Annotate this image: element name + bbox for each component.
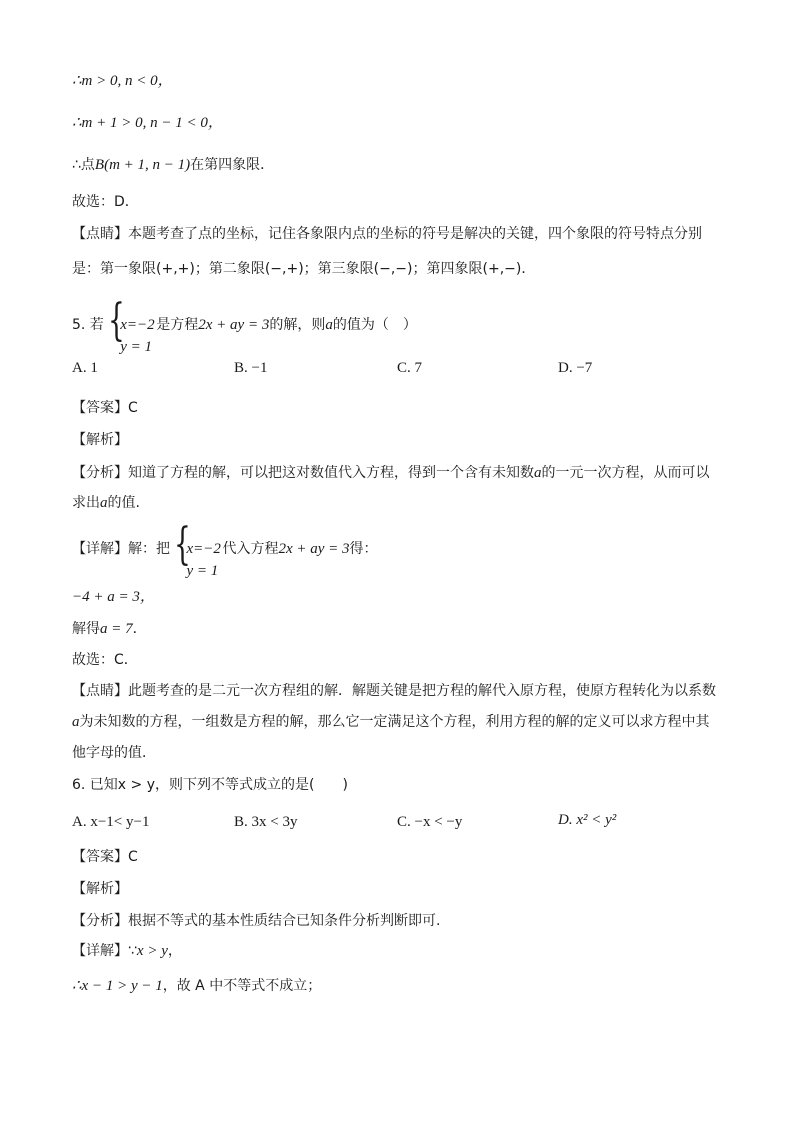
math-equation: 2x + ay = 3: [198, 317, 270, 333]
math-equation: 2x + ay = 3: [278, 541, 350, 557]
q6-fenxi: 【分析】根据不等式的基本性质结合已知条件分析判断即可.: [72, 913, 441, 929]
text: 【分析】知道了方程的解，可以把这对数值代入方程，得到一个含有未知数: [72, 465, 534, 481]
equation-system: [174, 519, 222, 579]
system-row-2: y = 1: [186, 563, 219, 579]
q5-xiangjie: [72, 519, 378, 579]
text: 是方程: [156, 317, 199, 333]
brace-icon: {: [174, 519, 192, 570]
text: 求出: [72, 495, 100, 511]
q5-number: 5. 若: [72, 317, 104, 333]
math-inequality: ∴x − 1 > y − 1: [72, 978, 163, 994]
text: 【详解】解：把: [72, 541, 170, 557]
q6-jiexi: 【解析】: [72, 881, 128, 897]
line-choose-d: 故选：D．: [72, 194, 139, 210]
math-var: a: [100, 495, 108, 511]
system-row-1: x=−2: [120, 317, 155, 333]
brace-icon: {: [108, 295, 126, 346]
q5-fenxi-1: [72, 463, 710, 483]
q6-option-d: D. x² < y²: [558, 812, 617, 828]
text: ．: [132, 621, 147, 637]
text: 解得: [72, 621, 100, 637]
text: 的解，则: [269, 317, 326, 333]
q6-option-b: B. 3x < 3y: [234, 814, 298, 830]
text: 的值.: [107, 495, 140, 511]
math-premise: x > y: [136, 943, 168, 959]
text: ，: [167, 943, 182, 959]
q5-dianjing-3: 他字母的值．: [72, 745, 156, 761]
q5-choose-c: 故选：C．: [72, 652, 138, 668]
line-dianjing-1: 【点睛】本题考查了点的坐标，记住各象限内点的坐标的符号是解决的关键，四个象限的符号特点分别: [72, 226, 702, 242]
math-point-b: B(m + 1, n − 1): [94, 157, 191, 173]
q5-answer: 【答案】C: [72, 400, 138, 416]
q5-dianjing-2: [72, 712, 710, 732]
question-6: 6. 已知x > y，则下列不等式成立的是( ): [72, 777, 348, 793]
math-var: a: [325, 317, 333, 333]
line-m-n-sign: ∴m > 0, n < 0，: [72, 73, 173, 89]
q6-option-a: A. x−1< y−1: [72, 814, 150, 830]
text: 代入方程: [222, 541, 279, 557]
math-var: a: [534, 465, 542, 481]
q5-option-a: A. 1: [72, 360, 98, 376]
q5-jiexi: 【解析】: [72, 432, 128, 448]
question-5: [72, 295, 417, 355]
text: ∴点: [72, 157, 95, 173]
system-row-2: y = 1: [120, 339, 153, 355]
line-m-plus-1: ∴m + 1 > 0, n − 1 < 0，: [72, 115, 223, 131]
text: 【详解】∵: [72, 943, 137, 959]
q5-step-1: −4 + a = 3，: [72, 589, 155, 605]
q5-option-b: B. −1: [234, 360, 268, 376]
text: 在第四象限．: [190, 157, 275, 173]
math-result: a = 7: [100, 621, 133, 637]
text: 的一元一次方程，从而可以: [541, 465, 710, 481]
text: ，故 A 中不等式不成立；: [162, 978, 322, 994]
q5-dianjing-1: 【点睛】此题考查的是二元一次方程组的解．解题关键是把方程的解代入原方程，使原方程转化为以系数: [72, 683, 716, 699]
q6-xiangjie: [72, 941, 182, 961]
math-var: a: [72, 714, 80, 730]
q6-answer: 【答案】C: [72, 849, 138, 865]
q5-step-2: [72, 619, 147, 639]
q6-last-line: [72, 976, 321, 996]
text: 为未知数的方程，一组数是方程的解，那么它一定满足这个方程，利用方程的解的定义可以求方程中其: [79, 714, 710, 730]
equation-system: [108, 295, 156, 355]
text: 的值为（ ）: [332, 317, 417, 333]
text: 得：: [349, 541, 378, 557]
system-row-1: x=−2: [186, 541, 221, 557]
q5-option-d: D. −7: [558, 360, 593, 376]
line-point-b: [72, 155, 274, 175]
q5-fenxi-2: [72, 493, 140, 513]
q6-option-c: C. −x < −y: [397, 814, 463, 830]
line-dianjing-2: 是：第一象限(+,+)；第二象限(−,+)；第三象限(−,−)；第四象限(+,−)．: [72, 261, 536, 277]
q5-option-c: C. 7: [397, 360, 423, 376]
